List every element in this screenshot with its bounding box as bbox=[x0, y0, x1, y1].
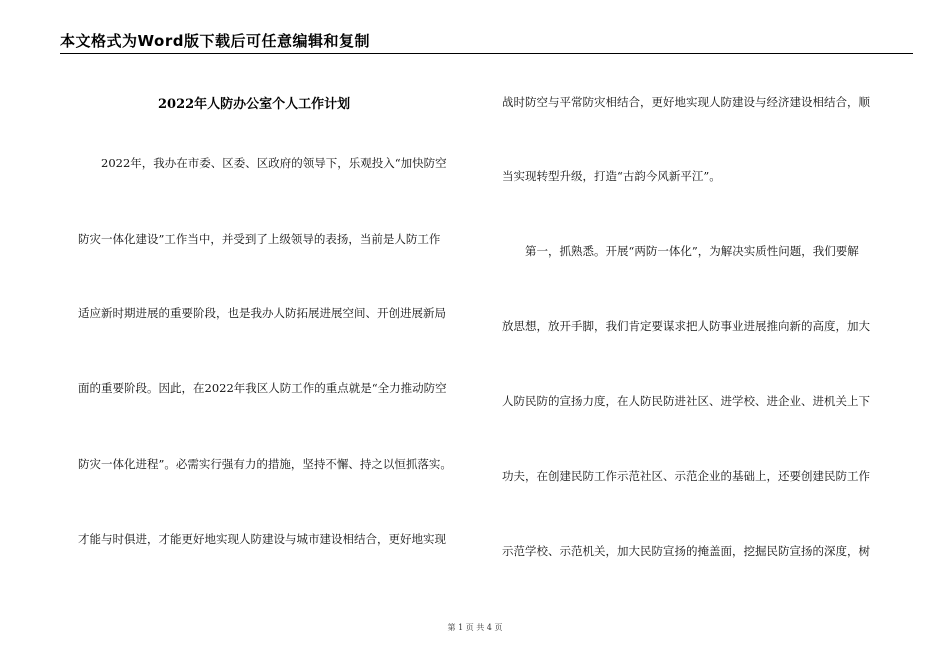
left-line-4: 面的重要阶段。因此，在2022年我区人防工作的重点就是“全力推动防空 bbox=[78, 381, 447, 395]
right-line-7: 示范学校、示范机关，加大民防宣扬的掩盖面，挖掘民防宣扬的深度，树 bbox=[502, 544, 870, 558]
left-line-5: 防灾一体化进程”。必需实行强有力的措施，坚持不懈、持之以恒抓落实。 bbox=[78, 457, 452, 471]
page-number: 第 1 页 共 4 页 bbox=[447, 623, 503, 632]
right-line-4: 放思想，放开手脚，我们肯定要谋求把人防事业进展推向新的高度，加大 bbox=[502, 319, 870, 333]
left-line-6: 才能与时俱进，才能更好地实现人防建设与城市建设相结合，更好地实现 bbox=[78, 532, 446, 546]
left-line-1: 2022年，我办在市委、区委、区政府的领导下，乐观投入“加快防空 bbox=[101, 156, 447, 170]
right-line-1: 战时防空与平常防灾相结合，更好地实现人防建设与经济建设相结合，顺 bbox=[502, 95, 870, 109]
right-line-6: 功夫，在创建民防工作示范社区、示范企业的基础上，还要创建民防工作 bbox=[502, 469, 870, 483]
right-line-5: 人防民防的宣扬力度，在人防民防进社区、进学校、进企业、进机关上下 bbox=[502, 394, 870, 408]
left-line-3: 适应新时期进展的重要阶段，也是我办人防拓展进展空间、开创进展新局 bbox=[78, 306, 446, 320]
page-header-banner: 本文格式为Word版下载后可任意编辑和复制 bbox=[60, 32, 370, 50]
header-divider bbox=[60, 53, 913, 54]
document-title: 2022年人防办公室个人工作计划 bbox=[158, 97, 351, 112]
left-line-2: 防灾一体化建设”工作当中，并受到了上级领导的表扬，当前是人防工作 bbox=[78, 232, 441, 246]
right-line-2: 当实现转型升级，打造“古韵今风新平江”。 bbox=[502, 169, 721, 183]
right-line-3: 第一，抓熟悉。开展“两防一体化”，为解决实质性问题，我们要解 bbox=[525, 244, 859, 258]
